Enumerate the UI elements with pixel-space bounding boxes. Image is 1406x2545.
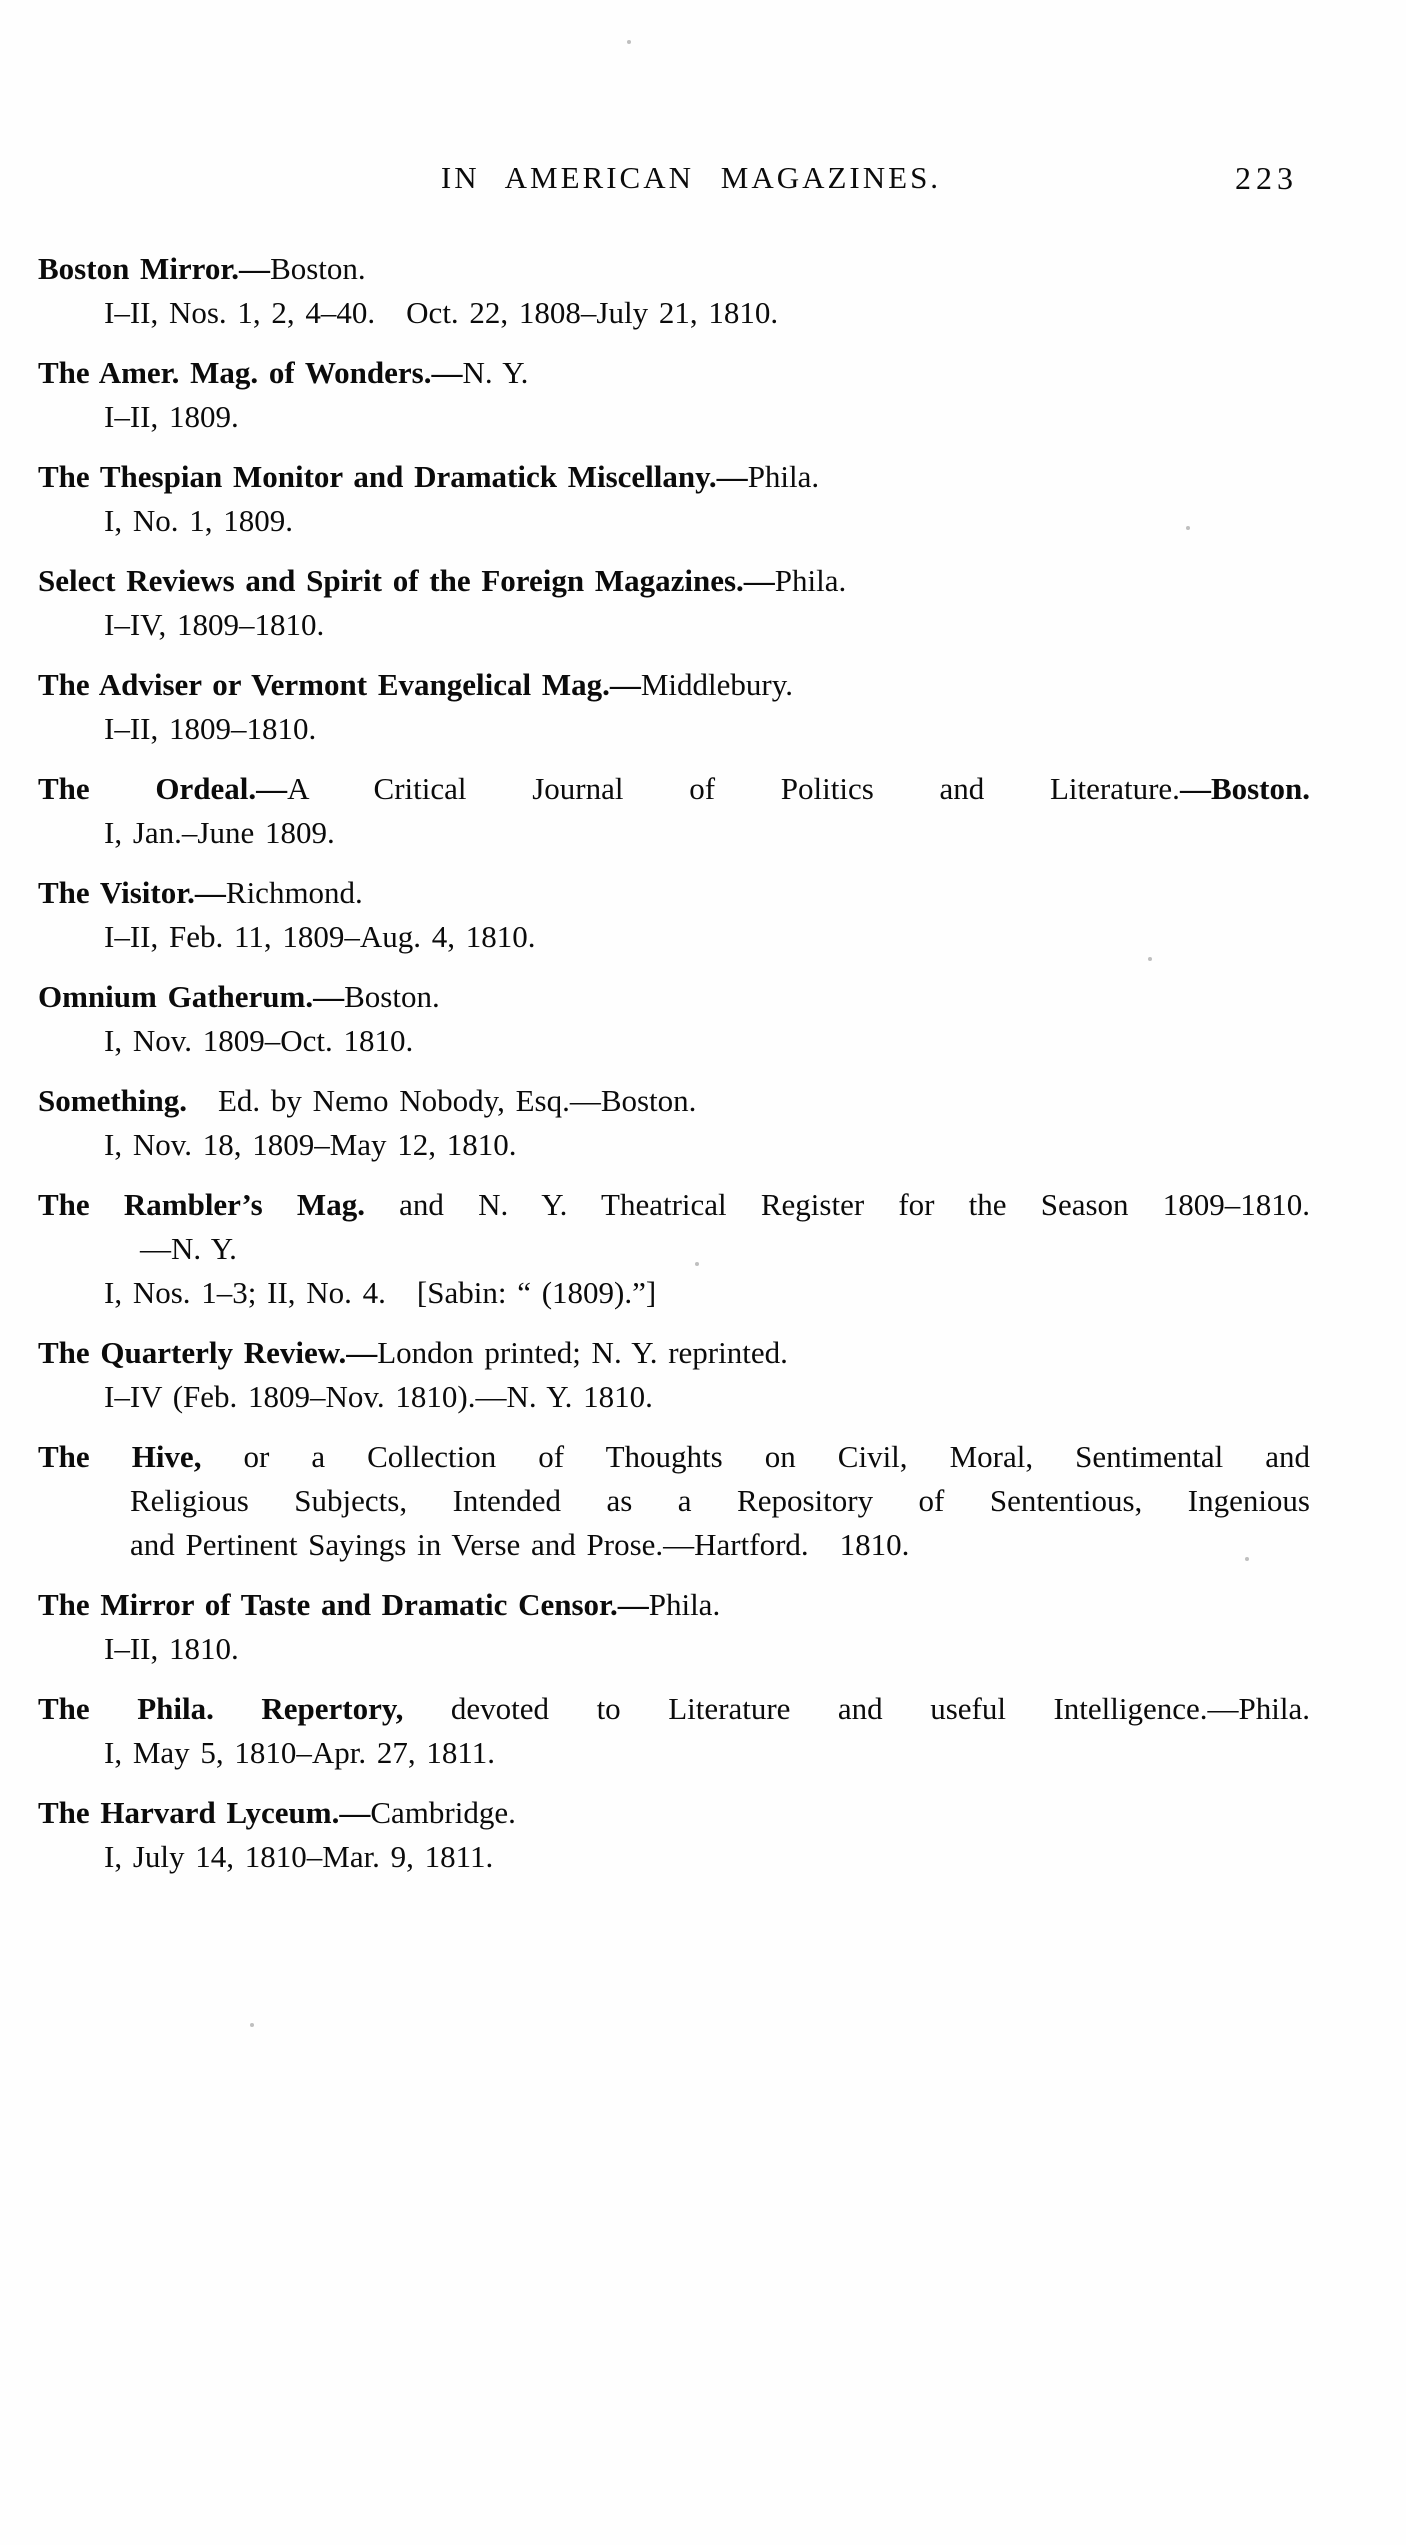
entry-line bbox=[38, 559, 1310, 603]
entry-line bbox=[38, 1375, 1310, 1419]
entry-line bbox=[38, 1019, 1310, 1063]
magazine-list bbox=[38, 247, 1310, 1895]
text-segment: Richmond. bbox=[225, 875, 363, 910]
entry-line bbox=[38, 1227, 1310, 1271]
text-segment: Phila. bbox=[747, 459, 820, 494]
text-segment: Boston. bbox=[344, 979, 440, 1014]
text-segment: I–II, Feb. 11, 1809–Aug. 4, 1810. bbox=[104, 919, 536, 954]
entry-line bbox=[38, 1271, 1310, 1315]
magazine-entry bbox=[38, 663, 1310, 751]
scan-speck bbox=[1245, 1557, 1249, 1561]
entry-line bbox=[38, 395, 1310, 439]
magazine-entry bbox=[38, 1583, 1310, 1671]
entry-line bbox=[38, 811, 1310, 855]
entry-line bbox=[38, 1331, 1310, 1375]
text-segment: Boston. bbox=[270, 251, 366, 286]
entry-line bbox=[38, 663, 1310, 707]
text-segment: The Thespian Monitor and Dramatick Miscellany.— bbox=[38, 459, 748, 494]
entry-line bbox=[38, 1435, 1310, 1479]
entry-line bbox=[38, 1079, 1310, 1123]
entry-line bbox=[38, 1123, 1310, 1167]
text-segment: Something. bbox=[38, 1083, 187, 1118]
entry-line bbox=[38, 291, 1310, 335]
entry-line bbox=[38, 767, 1310, 811]
magazine-entry bbox=[38, 455, 1310, 543]
entry-line bbox=[38, 1835, 1310, 1879]
entry-line bbox=[38, 1731, 1310, 1775]
text-segment: A Critical Journal of Politics and Literature. bbox=[287, 771, 1180, 806]
text-segment: The Hive, bbox=[38, 1439, 202, 1474]
page-number: 223 bbox=[1235, 160, 1298, 196]
entry-line bbox=[38, 1791, 1310, 1835]
text-segment: I–II, 1810. bbox=[104, 1631, 239, 1666]
text-segment: The Visitor.— bbox=[38, 875, 226, 910]
text-segment: or a Collection of Thoughts on Civil, Moral, Sentimental and bbox=[201, 1439, 1310, 1474]
entry-line bbox=[38, 1479, 1310, 1523]
text-segment: Cambridge. bbox=[370, 1795, 516, 1830]
entry-line bbox=[38, 915, 1310, 959]
scan-speck bbox=[627, 40, 631, 44]
text-segment: I–II, 1809. bbox=[104, 399, 239, 434]
entry-line bbox=[38, 871, 1310, 915]
magazine-entry bbox=[38, 351, 1310, 439]
text-segment: Omnium Gatherum.— bbox=[38, 979, 345, 1014]
text-segment: I, No. 1, 1809. bbox=[104, 503, 293, 538]
running-head: IN AMERICAN MAGAZINES. bbox=[440, 160, 942, 195]
entry-line bbox=[38, 351, 1310, 395]
entry-line bbox=[38, 499, 1310, 543]
magazine-entry bbox=[38, 559, 1310, 647]
magazine-entry bbox=[38, 1435, 1310, 1567]
text-segment: London printed; N. Y. reprinted. bbox=[377, 1335, 788, 1370]
entry-line bbox=[38, 603, 1310, 647]
magazine-entry bbox=[38, 1331, 1310, 1419]
text-segment: and N. Y. Theatrical Register for the Season 1809–1810. bbox=[364, 1187, 1310, 1222]
text-segment: The Mirror of Taste and Dramatic Censor.— bbox=[38, 1587, 649, 1622]
text-segment: The Adviser or Vermont Evangelical Mag.— bbox=[38, 667, 641, 702]
text-segment: I–II, 1809–1810. bbox=[104, 711, 317, 746]
text-segment: Middlebury. bbox=[640, 667, 793, 702]
text-segment: I, Nos. 1–3; II, No. 4. [Sabin: “ (1809).”] bbox=[104, 1275, 657, 1310]
text-segment: The Ordeal.— bbox=[38, 771, 288, 806]
text-segment: The Amer. Mag. of Wonders.— bbox=[38, 355, 463, 390]
text-segment: The Harvard Lyceum.— bbox=[38, 1795, 371, 1830]
text-segment: I–II, Nos. 1, 2, 4–40. Oct. 22, 1808–July 21, 1810. bbox=[104, 295, 779, 330]
magazine-entry bbox=[38, 1791, 1310, 1879]
magazine-entry bbox=[38, 975, 1310, 1063]
magazine-entry bbox=[38, 871, 1310, 959]
entry-line bbox=[38, 247, 1310, 291]
text-segment: and Pertinent Sayings in Verse and Prose.—Hartford. 1810. bbox=[130, 1527, 910, 1562]
entry-line bbox=[38, 1183, 1310, 1227]
text-segment: I–IV (Feb. 1809–Nov. 1810).—N. Y. 1810. bbox=[104, 1379, 653, 1414]
magazine-entry bbox=[38, 767, 1310, 855]
text-segment: Phila. bbox=[648, 1587, 721, 1622]
text-segment: Boston Mirror.— bbox=[38, 251, 271, 286]
text-segment: devoted to Literature and useful Intelligence.—Phila. bbox=[403, 1691, 1311, 1726]
entry-line bbox=[38, 1523, 1310, 1567]
text-segment: N. Y. bbox=[462, 355, 529, 390]
text-segment: I, Jan.–June 1809. bbox=[104, 815, 335, 850]
scan-speck bbox=[1148, 957, 1152, 961]
text-segment: I, Nov. 18, 1809–May 12, 1810. bbox=[104, 1127, 517, 1162]
text-segment: Ed. by Nemo Nobody, Esq.—Boston. bbox=[187, 1083, 697, 1118]
text-segment: I, Nov. 1809–Oct. 1810. bbox=[104, 1023, 414, 1058]
text-segment: I, May 5, 1810–Apr. 27, 1811. bbox=[104, 1735, 495, 1770]
entry-line bbox=[38, 1627, 1310, 1671]
scan-speck bbox=[1186, 526, 1190, 530]
entry-line bbox=[38, 975, 1310, 1019]
text-segment: I–IV, 1809–1810. bbox=[104, 607, 325, 642]
page-header bbox=[38, 160, 1310, 208]
text-segment: The Quarterly Review.— bbox=[38, 1335, 378, 1370]
text-segment: The Phila. Repertory, bbox=[38, 1691, 404, 1726]
entry-line bbox=[38, 1583, 1310, 1627]
scan-speck bbox=[250, 2023, 254, 2027]
text-segment: Phila. bbox=[774, 563, 847, 598]
magazine-entry bbox=[38, 1687, 1310, 1775]
text-segment: —N. Y. bbox=[140, 1231, 237, 1266]
text-segment: Select Reviews and Spirit of the Foreign Magazines.— bbox=[38, 563, 775, 598]
magazine-entry bbox=[38, 247, 1310, 335]
text-segment: I, July 14, 1810–Mar. 9, 1811. bbox=[104, 1839, 494, 1874]
text-segment: The Rambler’s Mag. bbox=[38, 1187, 365, 1222]
entry-line bbox=[38, 455, 1310, 499]
text-segment: —Boston. bbox=[1179, 771, 1310, 806]
magazine-entry bbox=[38, 1183, 1310, 1315]
entry-line bbox=[38, 1687, 1310, 1731]
text-segment: Religious Subjects, Intended as a Repository of Sententious, Ingenious bbox=[130, 1483, 1310, 1518]
entry-line bbox=[38, 707, 1310, 751]
magazine-entry bbox=[38, 1079, 1310, 1167]
scan-speck bbox=[695, 1262, 699, 1266]
